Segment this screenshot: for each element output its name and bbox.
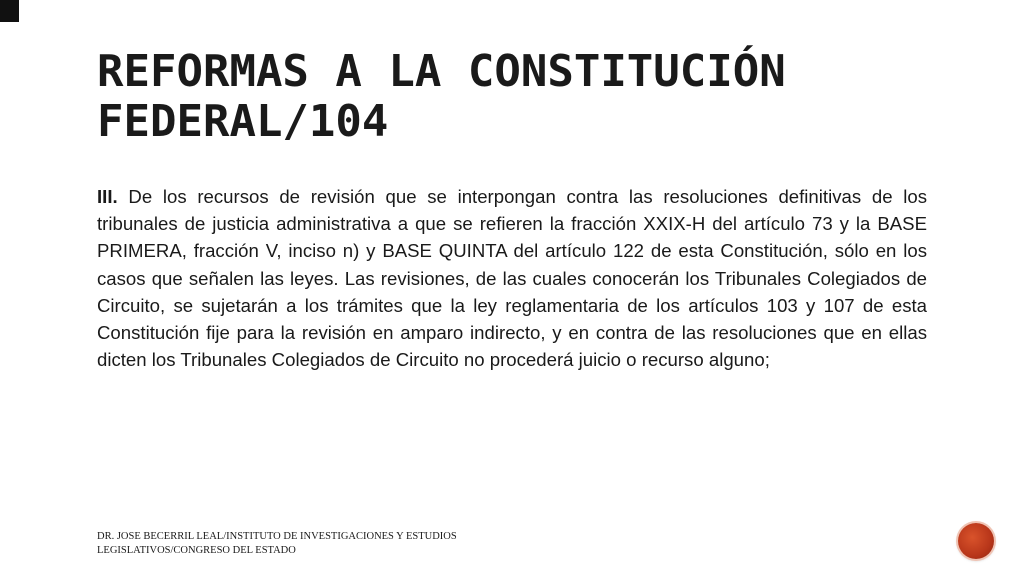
slide-title (97, 47, 897, 147)
page-number-badge (958, 523, 994, 559)
slide-title-line-1: REFORMAS A LA CONSTITUCIÓN (97, 46, 786, 97)
fraction-number: III. (97, 186, 118, 207)
slide-footer: DR. JOSE BECERRIL LEAL/INSTITUTO DE INVESTIGACIONES Y ESTUDIOS LEGISLATIVOS/CONGRESO DEL ESTADO (97, 531, 457, 556)
slide-title-line-2: FEDERAL/104 (97, 96, 389, 147)
slide-body-text (97, 183, 927, 373)
fraction-text: De los recursos de revisión que se interpongan contra las resoluciones definitivas de los tribunales de justicia administrativa a que se refieren la fracción XXIX-H del artículo 73 y la BASE PRIMERA, fracción V, inciso n) y BASE QUINTA del artículo 122 de esta Constitución, sólo en los casos que señalen las leyes. Las revisiones, de las cuales conocerán los Tribunales Colegiados de Circuito, se sujetarán a los trámites que la ley reglamentaria de los artículos 103 y 107 de esta Constitución fije para la revisión en amparo indirecto, y en contra de las resoluciones que en ellas dicten los Tribunales Colegiados de Circuito no procederá juicio o recurso alguno; (97, 186, 928, 371)
corner-accent-bar (0, 0, 19, 22)
